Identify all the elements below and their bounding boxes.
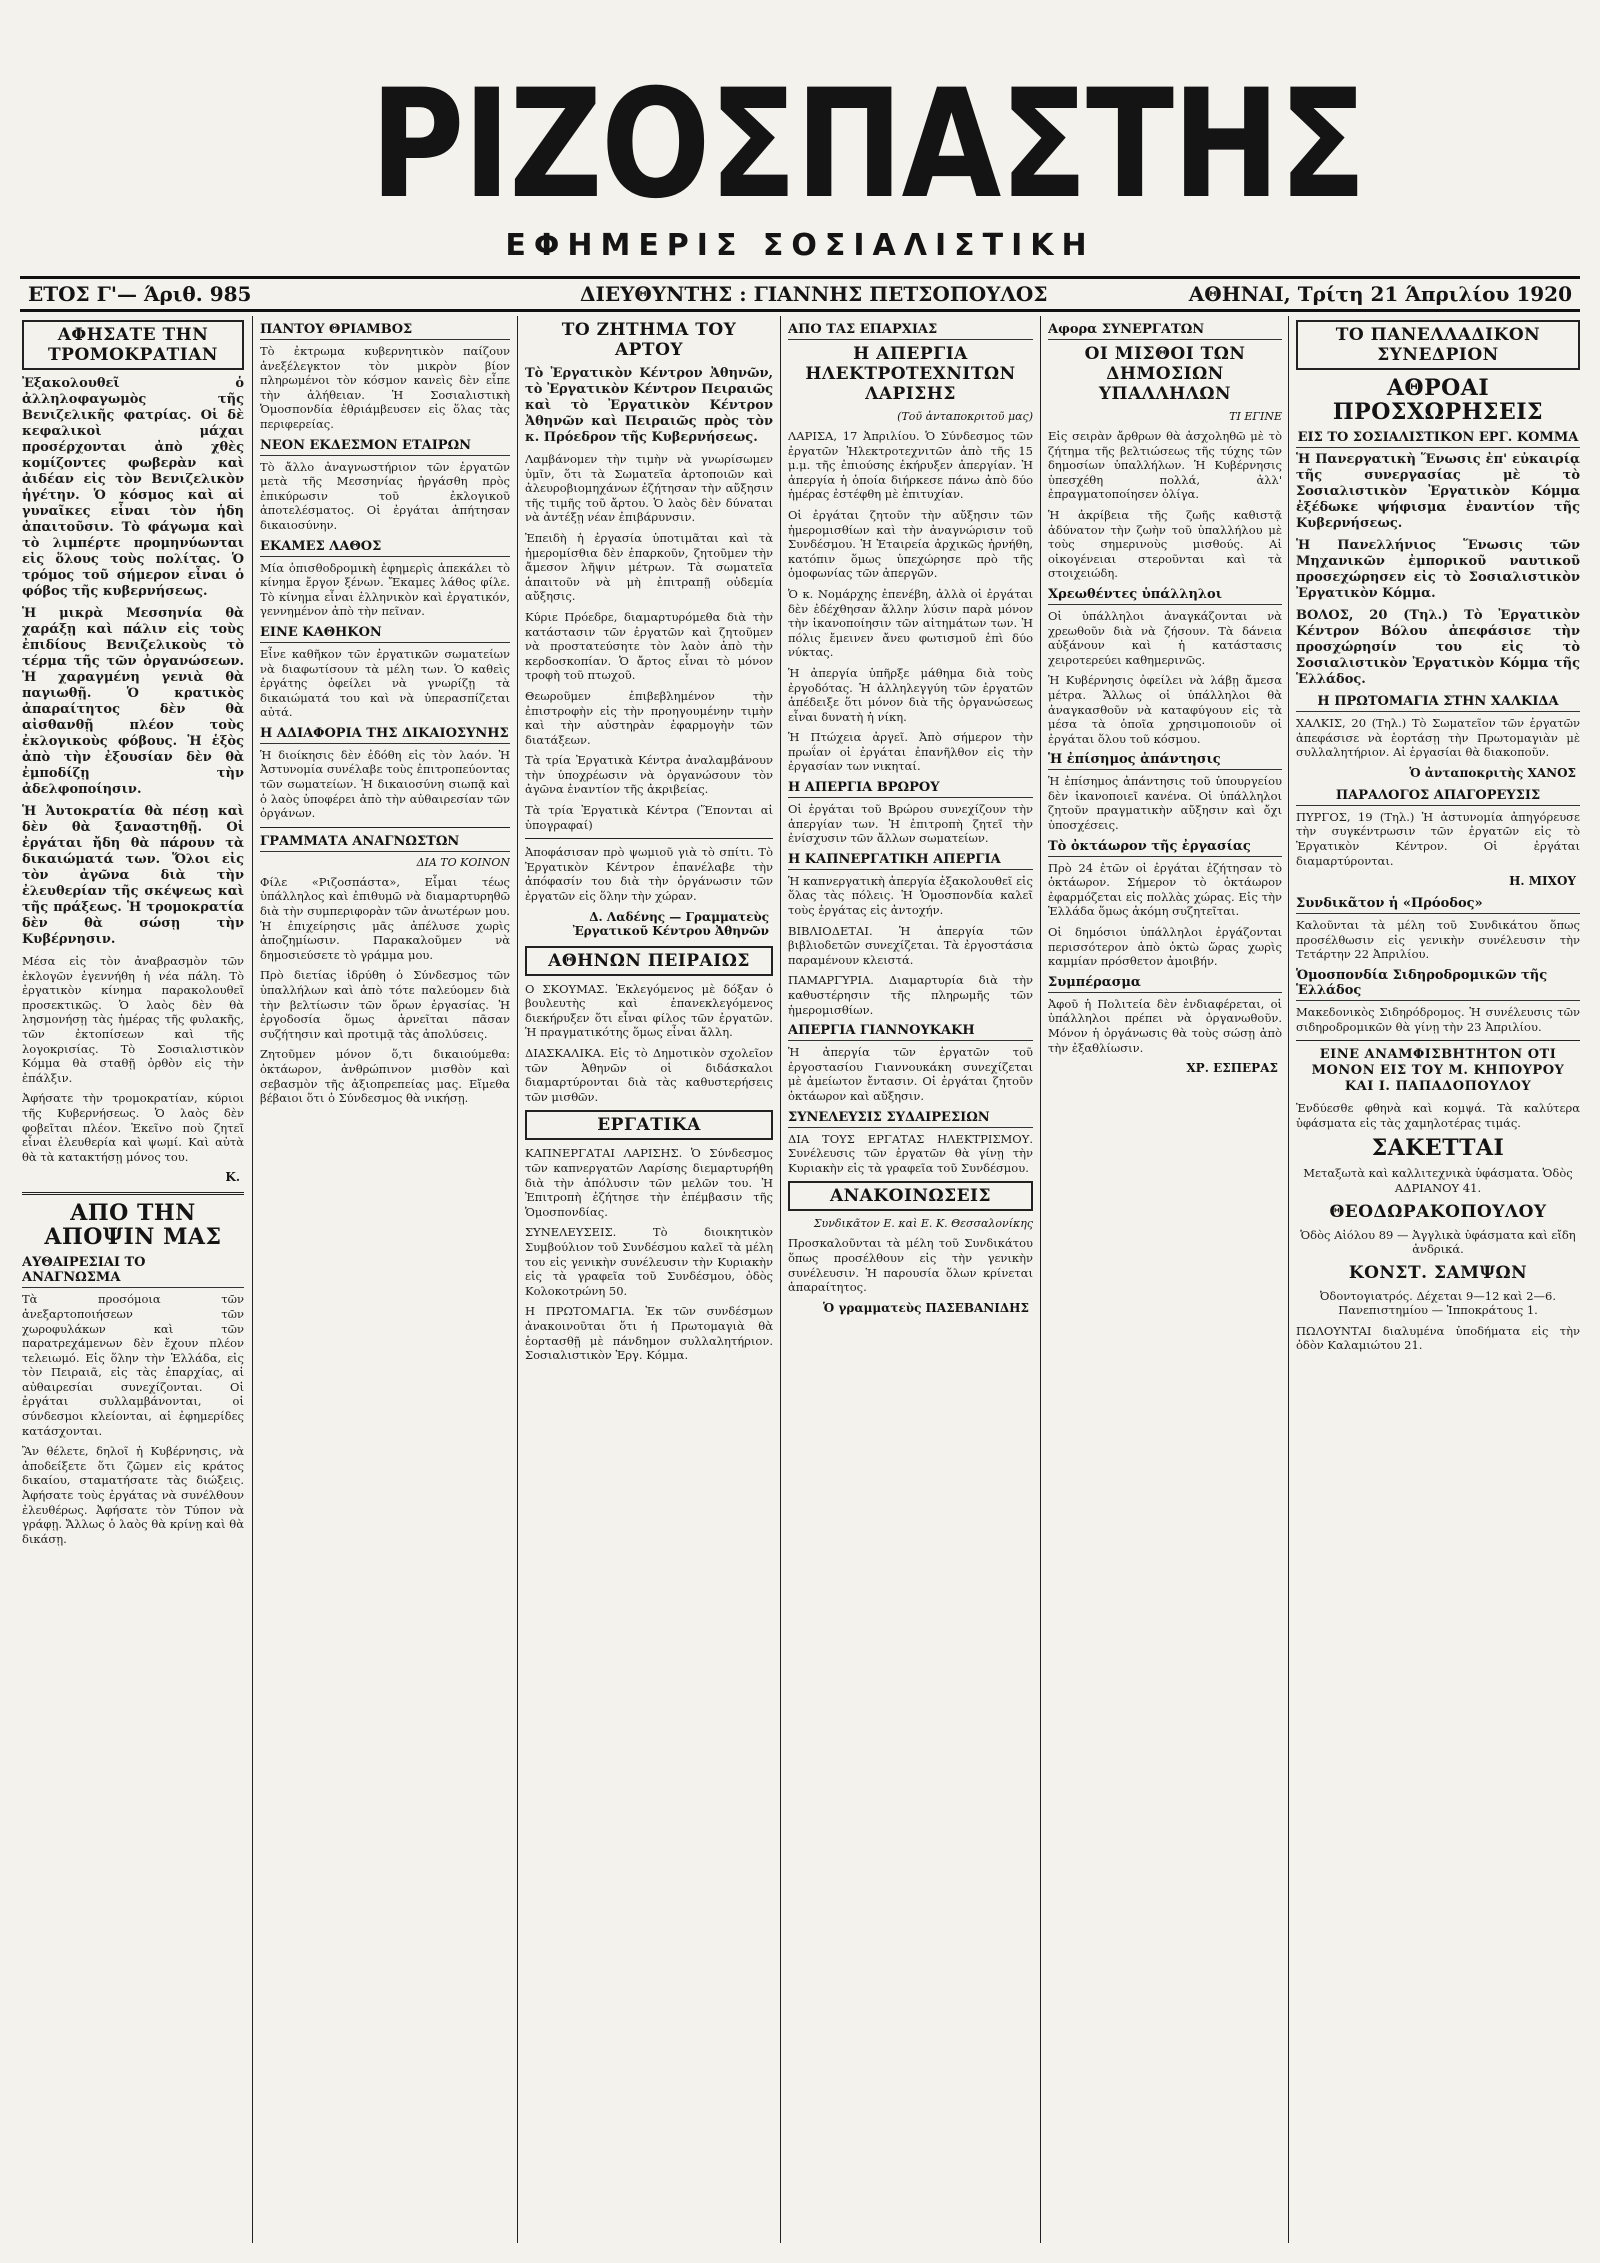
article-paragraph: Οἱ δημόσιοι ὑπάλληλοι ἐργάζονται περισσότερον ἀπὸ ὀκτὼ ὥρας χωρὶς καμμίαν πρόσθετον ἀμοιβήν.: [1048, 925, 1282, 969]
article-paragraph: ΚΑΠΝΕΡΓΑΤΑΙ ΛΑΡΙΣΗΣ. Ὁ Σύνδεσμος τῶν καπνεργατῶν Λαρίσης διεμαρτυρήθη διὰ τὴν ἀπόλυσιν τῶν μελῶν του. Ἡ Ἐπιτροπὴ ἐζήτησε τὴν ἐπέμβασιν τῆς Ὁμοσπονδίας.: [525, 1146, 773, 1219]
article-paragraph: Πρὸ διετίας ἱδρύθη ὁ Σύνδεσμος τῶν ὑπαλλήλων καὶ ἀπὸ τότε παλεύομεν διὰ τὴν βελτίωσιν τῶν ὅρων ἐργασίας. Ἡ ἐργοδοσία ὅμως ἀρνεῖται πᾶσαν συζήτησιν καὶ προτιμᾷ τὰς ἀπολύσεις.: [260, 968, 510, 1041]
article-byline: (Τοῦ ἀνταποκριτοῦ μας): [897, 410, 1033, 423]
advert-text: Μεταξωτὰ καὶ καλλιτεχνικὰ ὑφάσματα. Ὁδὸς ΑΔΡΙΑΝΟΥ 41.: [1303, 1166, 1573, 1195]
article-paragraph: ΒΟΛΟΣ, 20 (Τηλ.) Τὸ Ἐργατικὸν Κέντρον Βόλου ἀπεφάσισε τὴν προσχώρησίν του εἰς τὸ Σοσιαλιστικὸν Ἐργατικὸν Κόμμα τῆς Ἑλλάδος.: [1296, 608, 1580, 687]
article-paragraph: Τὸ Ἐργατικὸν Κέντρον Ἀθηνῶν, τὸ Ἐργατικὸν Κέντρον Πειραιῶς καὶ τὸ Ἐργατικὸν Κέντρον Ἀθηνῶν καὶ Πειραιῶς πρὸς τὸν κ. Πρόεδρον τῆς Κυβερνήσεως.: [525, 366, 773, 445]
column-rule: [517, 316, 518, 2243]
article-signature: Η. ΜΙΧΟΥ: [1509, 874, 1576, 889]
column-rule: [780, 316, 781, 2243]
article-paragraph: Ἡ ἀκρίβεια τῆς ζωῆς καθιστᾷ ἀδύνατον τὴν ζωὴν τοῦ ὑπαλλήλου μὲ τοὺς σημερινοὺς μισθούς. Αἱ οἰκογένειαι στεροῦνται καὶ τὰ στοιχειώδη.: [1048, 507, 1282, 581]
article-byline: ΤΙ ΕΓΙΝΕ: [1229, 410, 1282, 423]
article-headline: Η ΑΠΕΡΓΙΑ ΒΡΩΡΟΥ: [788, 780, 1033, 798]
advert-text: ΠΩΛΟΥΝΤΑΙ διαλυμένα ὑποδήματα εἰς τὴν ὁδὸν Καλαμιώτου 21.: [1296, 1323, 1580, 1353]
article-paragraph: Ἡ ἐπίσημος ἀπάντησις τοῦ ὑπουργείου δὲν ἱκανοποιεῖ κανένα. Οἱ ὑπάλληλοι ζητοῦν πραγματικὴν αὔξησιν καὶ ὄχι ὑποσχέσεις.: [1048, 774, 1282, 833]
article-paragraph: Ἡ Κυβέρνησις ὀφείλει νὰ λάβῃ ἄμεσα μέτρα. Ἄλλως οἱ ὑπάλληλοι θὰ ἀναγκασθοῦν νὰ καταφύγουν εἰς τὰ μέσα τὰ ὁποῖα χρησιμοποιοῦν οἱ ἐργάται ὅλου τοῦ κόσμου.: [1048, 673, 1282, 746]
article-signature: ΧΡ. ΕΣΠΕΡΑΣ: [1186, 1061, 1278, 1076]
article-paragraph: Φίλε «Ριζοσπάστα», Εἶμαι τέως ὑπάλληλος καὶ ἐπιθυμῶ νὰ διαμαρτυρηθῶ διὰ τὴν συμπεριφορὰν τῶν ἀνωτέρων μου. Ἡ ἐπιχείρησις μᾶς ἀπέλυσε χωρὶς ἀποζημίωσιν. Παρακαλοῦμεν νὰ δημοσιεύσετε τὸ γράμμα μου.: [260, 874, 510, 962]
article-paragraph: Ἡ διοίκησις δὲν ἐδόθη εἰς τὸν λαόν. Ἡ Ἀστυνομία συνέλαβε τοὺς ἐπιτροπεύοντας τῶν σωματείων. Ἡ δικαιοσύνη σιωπᾷ καὶ ὁ λαὸς ὑποφέρει ἀπὸ τὴν αὐθαιρεσίαν τῶν ὀργάνων.: [260, 747, 510, 821]
notice-paragraph: Καλοῦνται τὰ μέλη τοῦ Συνδικάτου ὅπως προσέλθωσιν εἰς γενικὴν συνέλευσιν τὴν Τετάρτην 22 Ἀπριλίου.: [1296, 918, 1580, 962]
article-headline: ΤΟ ΠΑΝΕΛΛΑΔΙΚΟΝ ΣΥΝΕΔΡΙΟΝ: [1296, 320, 1580, 370]
article-paragraph: Ἡ Πτώχεια ἀργεῖ. Ἀπὸ σήμερον τὴν πρωΐαν οἱ ἐργάται ἐπανῆλθον εἰς τὴν ἐργασίαν των νικηταί.: [788, 730, 1033, 774]
article-paragraph: Τὸ ἄλλο ἀναγνωστήριον τῶν ἐργατῶν μετὰ τῆς Μεσσηνίας ἠργάσθη πρὸς ἐπικύρωσιν τοῦ ἐκλογικοῦ ἀποτελέσματος. Οἱ ἐργάται ἀπήτησαν δικαιοσύνην.: [260, 459, 510, 532]
article-headline: ΑΠΕΡΓΙΑ ΓΙΑΝΝΟΥΚΑΚΗ: [788, 1023, 1033, 1041]
section-divider: [22, 1192, 244, 1195]
article-headline: Η ΠΡΩΤΟΜΑΓΙΑ ΣΤΗΝ ΧΑΛΚΙΔΑ: [1296, 694, 1580, 712]
newspaper-subtitle: ΕΦΗΜΕΡΙΣ ΣΟΣΙΑΛΙΣΤΙΚΗ: [505, 228, 1095, 263]
column-4: [788, 316, 1033, 2243]
article-paragraph: Ἐπειδὴ ἡ ἐργασία ὑποτιμᾶται καὶ τὰ ἡμερομίσθια δὲν ἐπαρκοῦν, ζητοῦμεν τὴν ἄμεσον λῆψιν μέτρων. Τὰ σωματεῖα ἀπαιτοῦν νὰ μὴ ἐπιτραπῇ οὐδεμία αὔξησις.: [525, 530, 773, 604]
section-headline: ΕΡΓΑΤΙΚΑ: [525, 1110, 773, 1140]
article-paragraph: ΛΑΡΙΣΑ, 17 Ἀπριλίου. Ὁ Σύνδεσμος τῶν ἐργατῶν Ἠλεκτροτεχνιτῶν ἀπὸ τῆς 15 μ.μ. τῆς ἐπιούσης ἐκήρυξεν ἀπεργίαν. Ἡ ἀπεργία ἡ ὁποία διήρκεσε πάνω ἀπὸ δύο ἡμέρας ἐστέφθη μὲ ἐπιτυχίαν.: [788, 429, 1033, 502]
section-headline: ΑΠΟ ΤΑΣ ΕΠΑΡΧΙΑΣ: [788, 322, 1033, 340]
section-headline: Αφορα ΣΥΝΕΡΓΑΤΩΝ: [1048, 322, 1282, 340]
article-headline: ΣΥΝΕΛΕΥΣΙΣ ΣΥΔΑΙΡΕΣΙΩΝ: [788, 1110, 1033, 1128]
article-paragraph: Τὰ προσόμοια τῶν ἀνεξαρτοποιήσεων τῶν χωροφυλάκων καὶ τῶν παρατρεχάμενων δὲν ἔχουν πλέον τελειωμό. Εἰς ὅλην τὴν Ἑλλάδα, εἰς τὸν Πειραιᾶ, εἰς τὰς ἐπαρχίας, αἱ αὐθαιρεσίαι συνεχίζονται. Οἱ ἐργάται συλλαμβάνονται, οἱ σύνδεσμοι κλείονται, αἱ ἐφημερίδες κατάσχονται.: [22, 1292, 244, 1438]
advert-text: Ἐνδύεσθε φθηνὰ καὶ κομψά. Τὰ καλύτερα ὑφάσματα εἰς τὰς χαμηλοτέρας τιμάς.: [1296, 1101, 1580, 1130]
article-headline: Η ΚΑΠΝΕΡΓΑΤΙΚΗ ΑΠΕΡΓΙΑ: [788, 852, 1033, 870]
article-paragraph: ΣΥΝΕΛΕΥΣΕΙΣ. Τὸ διοικητικὸν Συμβούλιον τοῦ Συνδέσμου καλεῖ τὰ μέλη του εἰς γενικὴν συνέλευσιν τὴν Κυριακὴν εἰς τὰ γραφεῖα τοῦ Συνδέσμου, ὁδὸς Κολοκοτρώνη 50.: [525, 1225, 773, 1298]
section-divider: [525, 838, 773, 839]
article-paragraph: Τὰ τρία Ἐργατικὰ Κέντρα ἀναλαμβάνουν τὴν ὑποχρέωσιν νὰ ὀργανώσουν τὸν ἀγῶνα ἐναντίον τῆς ἀκριβείας.: [525, 753, 773, 797]
article-paragraph: Οἱ ὑπάλληλοι ἀναγκάζονται νὰ χρεωθοῦν διὰ νὰ ζήσουν. Τὰ δάνεια αὐξάνουν καὶ ἡ κατάστασις χειροτερεύει καθημερινῶς.: [1048, 608, 1282, 667]
article-paragraph: ΔΙΑΣΚΑΛΙΚΑ. Εἰς τὸ Δημοτικὸν σχολεῖον τῶν Ἀθηνῶν οἱ διδάσκαλοι διαμαρτύρονται διὰ τὰς καθυστερήσεις τῶν μισθῶν.: [525, 1046, 773, 1104]
notice-paragraph: Μακεδονικὸς Σιδηρόδρομος. Ἡ συνέλευσις τῶν σιδηροδρομικῶν θὰ γίνῃ τὴν 23 Ἀπριλίου.: [1296, 1004, 1580, 1034]
column-6: [1296, 316, 1580, 2243]
notice-headline: Συνδικᾶτον ἡ «Πρόοδος»: [1296, 896, 1580, 914]
article-paragraph: Η ΠΡΩΤΟΜΑΓΙΑ. Ἐκ τῶν συνδέσμων ἀνακοινοῦται ὅτι ἡ Πρωτομαγιὰ θὰ ἑορτασθῇ μὲ πάνδημον συλλαλητήριον. Σοσιαλιστικὸν Ἐργ. Κόμμα.: [525, 1304, 773, 1363]
article-paragraph: Ἀποφάσισαν πρὸ ψωμιοῦ γιὰ τὸ σπίτι. Τὸ Ἐργατικὸν Κέντρον ἐπανέλαβε τὴν ἀπόφασίν του διὰ τὴν ὀργάνωσιν τῶν ἐργατῶν εἰς ὅλην τὴν χώραν.: [525, 845, 773, 904]
article-paragraph: Ζητοῦμεν μόνον ὅ,τι δικαιούμεθα: ὀκτάωρον, ἀνθρώπινον μισθὸν καὶ σεβασμὸν τῆς ἀξιοπρεπείας μας. Εἴμεθα βέβαιοι ὅτι ὁ Σύνδεσμος θὰ νικήσῃ.: [260, 1047, 510, 1106]
advert-headline: ΣΑΚΕΤΤΑΙ: [1371, 1135, 1505, 1162]
article-headline: ΟΙ ΜΙΣΘΟΙ ΤΩΝ ΔΗΜΟΣΙΩΝ ΥΠΑΛΛΗΛΩΝ: [1084, 344, 1246, 404]
column-2: [260, 316, 510, 2243]
article-paragraph: ΧΑΛΚΙΣ, 20 (Τηλ.) Τὸ Σωματεῖον τῶν ἐργατῶν ἀπεφάσισε νὰ ἑορτάσῃ τὴν Πρωτομαγιὰν μὲ συλλαλητήριον. Αἱ ἐργασίαι θὰ διακοποῦν.: [1296, 716, 1580, 760]
column-rule: [252, 316, 253, 2243]
column-1: [22, 316, 244, 2243]
issue-number: ΕΤΟΣ Γ'— Άριθ. 985: [28, 282, 252, 306]
article-headline: ΕΚΑΜΕΣ ΛΑΘΟΣ: [260, 539, 510, 557]
article-signature: Ὁ γραμματεὺς ΠΑΣΕΒΑΝΙΔΗΣ: [823, 1300, 1029, 1315]
article-paragraph: Προσκαλοῦνται τὰ μέλη τοῦ Συνδικάτου ὅπως προσέλθουν εἰς τὴν γενικὴν συνέλευσιν. Ἡ παρουσία ὅλων κρίνεται ἀπαραίτητος.: [788, 1236, 1033, 1295]
section-headline: ΑΠΟ ΤΗΝ ΑΠΟΨΙΝ ΜΑΣ: [44, 1200, 222, 1251]
column-5: [1048, 316, 1282, 2243]
article-subheadline: Τὸ ὀκτάωρον τῆς ἐργασίας: [1048, 839, 1282, 857]
article-paragraph: Μία ὁπισθοδρομικὴ ἐφημερὶς ἀπεκάλει τὸ κίνημα ἔργον ξένων. Ἔκαμες λάθος φίλε. Τὸ κίνημα εἶναι ἑλληνικὸν καὶ ἐργατικόν, γεννημένον ἀπὸ τὴν πεῖναν.: [260, 560, 510, 619]
article-paragraph: Ο ΣΚΟΥΜΑΣ. Ἐκλεγόμενος μὲ δόξαν ὁ βουλευτὴς καὶ ἐπανεκλεγόμενος διεκήρυξεν ὅτι εἶναι φίλος τῶν ἐργατῶν. Ἡ πραγματικότης ὅμως εἶναι ἄλλη.: [525, 981, 773, 1040]
article-paragraph: Ἂν θέλετε, δηλοῖ ἡ Κυβέρνησις, νὰ ἀποδείξετε ὅτι ζῶμεν εἰς κράτος δικαίου, σταματήσατε τὰς διώξεις. Ἀφήσατε τοὺς ἐργάτας νὰ συνέλθουν ἐλευθέρως. Ἀφήσατε τὸν Τύπον νὰ γράφῃ. Ἄλλως ὁ λαὸς θὰ κρίνῃ καὶ θὰ δικάσῃ.: [22, 1444, 244, 1546]
section-divider: [1296, 1040, 1580, 1041]
notice-headline: Ὁμοσπονδία Σιδηροδρομικῶν τῆς Ἑλλάδος: [1296, 968, 1580, 1001]
article-subheadline: ΕΙΣ ΤΟ ΣΟΣΙΑΛΙΣΤΙΚΟΝ ΕΡΓ. ΚΟΜΜΑ: [1296, 430, 1580, 448]
article-headline: Η ΑΔΙΑΦΟΡΙΑ ΤΗΣ ΔΙΚΑΙΟΣΥΝΗΣ: [260, 726, 510, 744]
article-paragraph: Ἐξακολουθεῖ ὁ ἀλληλοφαγωμὸς τῆς Βενιζελικῆς φατρίας. Οἱ δὲ κεφαλικοὶ μάχαι προσέρχονται ἀπὸ χθὲς κομίζοντες φωβερὰν καὶ ἀιδέαν εἰς τὸν Βενιζελικὸν ἡγέτην. Ὁ κόσμος καὶ αἱ γυναῖκες εἶναι τὸν ἡδη ἀπαιτοῦσιν. Τὸ φάγωμα καὶ τὸ λιμπέρτε προμηνύωνται εἰς ὅλους τοὺς πολίτας. Ὁ τρόμος τοῦ σήμερον εἶναι ὁ φόβος τῆς κυβερνήσεως.: [22, 376, 244, 599]
article-paragraph: Ἡ μικρὰ Μεσσηνία θὰ χαράξῃ καὶ πάλιν εἰς τοὺς ἐπιδίους Βενιζελικοὺς τὸ τέρμα τῆς τῶν ὀργανώσεων. Ἡ χαραγμένη γενιὰ θὰ παγιωθῇ. Ὁ κρατικὸς ἀπαραίτητος δὲν θὰ αἰσθανθῇ πλέον τοὺς ἐκλογικοὺς φόβους. Ἡ ἑξὸς ἀπὸ τὴν ἐξουσίαν δὲν θὰ ἐμποδίζῃ τὴν ἀδελφοποίησιν.: [22, 606, 244, 797]
article-paragraph: ΠΑΜΑΡΓΥΡΙΑ. Διαμαρτυρία διὰ τὴν καθυστέρησιν τῆς πληρωμῆς τῶν ἡμερομισθίων.: [788, 973, 1033, 1017]
article-headline: ΤΟ ΖΗΤΗΜΑ ΤΟΥ ΑΡΤΟΥ: [561, 320, 737, 360]
article-headline: ΠΑΝΤΟΥ ΘΡΙΑΜΒΟΣ: [260, 322, 510, 340]
editor-line: ΔΙΕΥΘΥΝΤΗΣ : ΓΙΑΝΝΗΣ ΠΕΤΣΟΠΟΥΛΟΣ: [580, 282, 1048, 306]
article-subheadline: Συνδικᾶτον Ε. καὶ Ε. Κ. Θεσσαλονίκης: [813, 1217, 1033, 1231]
article-headline: ΑΘΡΟΑΙ ΠΡΟΣΧΩΡΗΣΕΙΣ: [1332, 375, 1544, 425]
article-paragraph: Ἀφοῦ ἡ Πολιτεία δὲν ἐνδιαφέρεται, οἱ ὑπάλληλοι πρέπει νὰ ὀργανωθοῦν. Μόνον ἡ ὀργάνωσις θὰ τοὺς σώσῃ ἀπὸ τὴν ἐξαθλίωσιν.: [1048, 996, 1282, 1055]
article-paragraph: Θεωροῦμεν ἐπιβεβλημένον τὴν ἐπιστροφὴν εἰς τὴν προηγουμένην τιμὴν καὶ τὴν αὐστηρὰν ἐφαρμογὴν τῶν διατάξεων.: [525, 688, 773, 747]
article-paragraph: Ἀφήσατε τὴν τρομοκρατίαν, κύριοι τῆς Κυβερνήσεως. Ὁ λαὸς δὲν φοβεῖται πλέον. Ἐκεῖνο ποὺ ζητεῖ εἶναι ἐλευθερία καὶ ψωμί. Καὶ αὐτὰ θὰ τὰ κατακτήσῃ μόνος του.: [22, 1091, 244, 1164]
article-paragraph: Εἶνε καθῆκον τῶν ἐργατικῶν σωματείων νὰ διαφωτίσουν τὰ μέλη των. Ὁ καθεὶς ἐργάτης ὀφείλει νὰ γνωρίζῃ τὰ δικαιώματά του καὶ νὰ ὑπερασπίζεται αὐτά.: [260, 646, 510, 720]
article-paragraph: Ὁ κ. Νομάρχης ἐπενέβη, ἀλλὰ οἱ ἐργάται δὲν ἐδέχθησαν ἄλλην λύσιν παρὰ μόνον τὴν ἱκανοποίησιν τῶν αἰτημάτων των. Ἡ πόλις ἔμεινεν ἄνευ φωτισμοῦ ἐπὶ δύο νύκτας.: [788, 586, 1033, 660]
article-paragraph: Ἡ ἀπεργία ὑπῆρξε μάθημα διὰ τοὺς ἐργοδότας. Ἡ ἀλληλεγγύη τῶν ἐργατῶν ἀπέδειξε ὅτι μόνον διὰ τῆς ὀργανώσεως εἶναι δυνατὴ ἡ νίκη.: [788, 665, 1033, 724]
article-paragraph: Ἡ ἀπεργία τῶν ἐργατῶν τοῦ ἐργοστασίου Γιαννουκάκη συνεχίζεται μὲ ἀμείωτον ἔντασιν. Οἱ ἐργάται ζητοῦν ὀκτάωρον καὶ αὔξησιν.: [788, 1045, 1033, 1103]
article-paragraph: ΔΙΑ ΤΟΥΣ ΕΡΓΑΤΑΣ ΗΛΕΚΤΡΙΣΜΟΥ. Συνέλευσις τῶν ἐργατῶν θὰ γίνῃ τὴν Κυριακὴν εἰς τὰ γραφεῖα τοῦ Συνδέσμου.: [788, 1131, 1033, 1175]
article-signature: Ὁ ἀνταποκριτὴς ΧΑΝΟΣ: [1409, 765, 1576, 780]
article-paragraph: Ἡ Ἀυτοκρατία θὰ πέσῃ καὶ δὲν θὰ ξαναστηθῇ. Οἱ ἐργάται ἤδη θὰ πάρουν τὰ δικαιώματά των. Ὅλοι εἰς τὸν ἀγῶνα διὰ τὴν ἐλευθερίαν τῆς σκέψεως καὶ τῆς πράξεως. Ἡ τρομοκρατία δὲν θὰ σώσῃ τὴν Κυβέρνησιν.: [22, 804, 244, 947]
article-paragraph: Οἱ ἐργάται ζητοῦν τὴν αὔξησιν τῶν ἡμερομισθίων καὶ τὴν ἀναγνώρισιν τοῦ Συνδέσμου. Ἡ Ἑταιρεία ἀρχικῶς ἠρνήθη, κατόπιν ὅμως ὑπεχώρησε πρὸ τῆς ὁμοφωνίας τῶν ἀπεργῶν.: [788, 507, 1033, 581]
article-paragraph: Ἡ Πανελλήνιος Ἕνωσις τῶν Μηχανικῶν ἐμπορικοῦ ναυτικοῦ προσεχώρησεν εἰς τὸ Σοσιαλιστικὸν Ἐργατικὸν Κόμμα.: [1296, 538, 1580, 601]
article-paragraph: Λαμβάνομεν τὴν τιμὴν νὰ γνωρίσωμεν ὑμῖν, ὅτι τὰ Σωματεῖα ἀρτοποιῶν καὶ ἀλευροβιομηχάνων ἐζήτησαν τὴν αὔξησιν τῆς τιμῆς τοῦ ἄρτου. Ὁ λαὸς δὲν δύναται νὰ ἀντέξῃ νέαν ἐπιβάρυνσιν.: [525, 452, 773, 525]
column-rule: [1288, 316, 1289, 2243]
article-paragraph: ΠΥΡΓΟΣ, 19 (Τηλ.) Ἡ ἀστυνομία ἀπηγόρευσε τὴν συγκέντρωσιν τῶν ἐργατῶν εἰς τὸ Ἐργατικὸν Κέντρον. Οἱ ἐργάται διαμαρτύρονται.: [1296, 809, 1580, 868]
article-signature: Δ. Λαδένης — Γραμματεὺς Ἐργατικοῦ Κέντρου Ἀθηνῶν: [572, 909, 769, 938]
article-headline: ΝΕΟΝ ΕΚΔΕΣΜΟΝ ΕΤΑΙΡΩΝ: [260, 438, 510, 456]
article-paragraph: Τὰ τρία Ἐργατικὰ Κέντρα (Ἕπονται αἱ ὑπογραφαί): [525, 803, 773, 832]
article-paragraph: Τὸ ἐκτρωμα κυβερνητικὸν παίζουν ἀνεξέλεγκτον τὸν μικρὸν βίον πληρωμένοι τὸν κόσμον κανεὶς δὲν εἶπε τὴν ἀλήθειαν. Ἡ Σοσιαλιστικὴ Ὁμοσπονδία ἐθριάμβευσεν εἰς ὅλας τὰς περιφερείας.: [260, 344, 510, 431]
section-divider: [260, 827, 510, 828]
article-paragraph: Ἡ Πανεργατικὴ Ἕνωσις ἐπ' εὐκαιρίᾳ τῆς συνεργασίας μὲ τὸ Σοσιαλιστικὸν Ἐργατικὸν Κόμμα ἐξέδωκε ψήφισμα ἐναντίον τῆς Κυβερνήσεως.: [1296, 452, 1580, 531]
article-headline: ΑΦΗΣΑΤΕ ΤΗΝ ΤΡΟΜΟΚΡΑΤΙΑΝ: [22, 320, 244, 370]
column-rule: [1040, 316, 1041, 2243]
advert-headline: ΕΙΝΕ ΑΝΑΜΦΙΣΒΗΤΗΤΟΝ ΟΤΙ ΜΟΝΟΝ ΕΙΣ ΤΟΥ Μ. ΚΗΠΟΥΡΟΥ ΚΑΙ Ι. ΠΑΠΑΔΟΠΟΥΛΟΥ: [1311, 1047, 1565, 1095]
article-paragraph: Οἱ ἐργάται τοῦ Βρώρου συνεχίζουν τὴν ἀπεργίαν των. Ἡ ἐπιτροπὴ ζητεῖ τὴν ἐνίσχυσιν τῶν ἄλλων σωματείων.: [788, 802, 1033, 846]
article-headline: ΕΙΝΕ ΚΑΘΗΚΟΝ: [260, 625, 510, 643]
article-paragraph: Μέσα εἰς τὸν ἀναβρασμὸν τῶν ἐκλογῶν ἐγεννήθη ἡ νέα πάλη. Τὸ ἐργατικὸν κίνημα παρακολουθεῖ προσεκτικῶς. Ὁ λαὸς δὲν θὰ λησμονήσῃ τὰς ἡμέρας τῆς φυλακῆς, τῶν ἐκτοπίσεων καὶ τῆς λογοκρισίας. Τὸ Σοσιαλιστικὸν Κόμμα θὰ σταθῇ ὀρθὸν εἰς τὴν ἐπάλξιν.: [22, 954, 244, 1085]
column-3: [525, 316, 773, 2243]
article-paragraph: Ἡ καπνεργατικὴ ἀπεργία ἐξακολουθεῖ εἰς ὅλας τὰς πόλεις. Ἡ Ὁμοσπονδία καλεῖ τοὺς ἐργάτας εἰς ἀντοχήν.: [788, 873, 1033, 918]
article-subheadline: ΔΙΑ ΤΟ ΚΟΙΝΟΝ: [416, 855, 510, 869]
article-subheadline: Συμπέρασμα: [1048, 975, 1282, 993]
article-subheadline: Χρεωθέντες ὑπάλληλοι: [1048, 587, 1282, 605]
issue-date: ΑΘΗΝΑΙ, Τρίτη 21 Άπριλίου 1920: [1188, 282, 1572, 306]
article-headline: Η ΑΠΕΡΓΙΑ ΗΛΕΚΤΡΟΤΕΧΝΙΤΩΝ ΛΑΡΙΣΗΣ: [805, 344, 1016, 404]
section-headline: ΑΘΗΝΩΝ ΠΕΙΡΑΙΩΣ: [525, 946, 773, 976]
advert-headline: ΚΟΝΣΤ. ΣΑΜΨΩΝ: [1348, 1262, 1528, 1283]
article-headline: ΓΡΑΜΜΑΤΑ ΑΝΑΓΝΩΣΤΩΝ: [260, 834, 510, 852]
article-subheadline: ΑΥΘΑΙΡΕΣΙΑΙ ΤΟ ΑΝΑΓΝΩΣΜΑ: [22, 1255, 244, 1288]
advert-text: Ὀδοντογιατρός. Δέχεται 9—12 καὶ 2—6. Πανεπιστημίου — Ἱπποκράτους 1.: [1320, 1288, 1556, 1318]
article-signature: Κ.: [225, 1170, 240, 1185]
newspaper-title: ΡΙΖΟΣΠΑΣΤΗΣ: [370, 58, 1365, 232]
advert-text: Ὁδὸς Αἰόλου 89 — Ἀγγλικὰ ὑφάσματα καὶ εἴδη ἀνδρικά.: [1300, 1227, 1576, 1257]
article-subheadline: Ἡ ἐπίσημος ἀπάντησις: [1048, 752, 1282, 770]
article-headline: ΠΑΡΑΛΟΓΟΣ ΑΠΑΓΟΡΕΥΣΙΣ: [1296, 788, 1580, 806]
article-paragraph: Εἰς σειρὰν ἄρθρων θὰ ἀσχοληθῶ μὲ τὸ ζήτημα τῆς βελτιώσεως τῆς τύχης τῶν δημοσίων ὑπαλλήλων. Ἡ Κυβέρνησις ὑπεσχέθη πολλά, ἀλλ' ἐπραγματοποίησεν ὀλίγα.: [1048, 429, 1282, 502]
masthead: [0, 0, 1600, 270]
article-paragraph: Πρὸ 24 ἐτῶν οἱ ἐργάται ἐζήτησαν τὸ ὀκτάωρον. Σήμερον τὸ ὀκτάωρον ἐφαρμόζεται εἰς πολλὰς χώρας. Εἰς τὴν Ἑλλάδα ὅμως ἀκόμη συζητεῖται.: [1048, 860, 1282, 919]
article-paragraph: Κύριε Πρόεδρε, διαμαρτυρόμεθα διὰ τὴν κατάστασιν τῶν ἐργατῶν καὶ ζητοῦμεν νὰ προστατεύσητε τὸν λαὸν ἀπὸ τὴν κερδοσκοπίαν. Ὁ ἄρτος εἶναι τὸ μόνον τροφὴ τοῦ πτωχοῦ.: [525, 609, 773, 683]
issue-info-bar: [20, 276, 1580, 312]
advert-headline: ΘΕΟΔΩΡΑΚΟΠΟΥΛΟΥ: [1329, 1201, 1547, 1222]
article-paragraph: ΒΙΒΛΙΟΔΕΤΑΙ. Ἡ ἀπεργία τῶν βιβλιοδετῶν συνεχίζεται. Τὰ ἐργοστάσια παραμένουν κλειστά.: [788, 923, 1033, 967]
section-headline: ΑΝΑΚΟΙΝΩΣΕΙΣ: [788, 1181, 1033, 1211]
